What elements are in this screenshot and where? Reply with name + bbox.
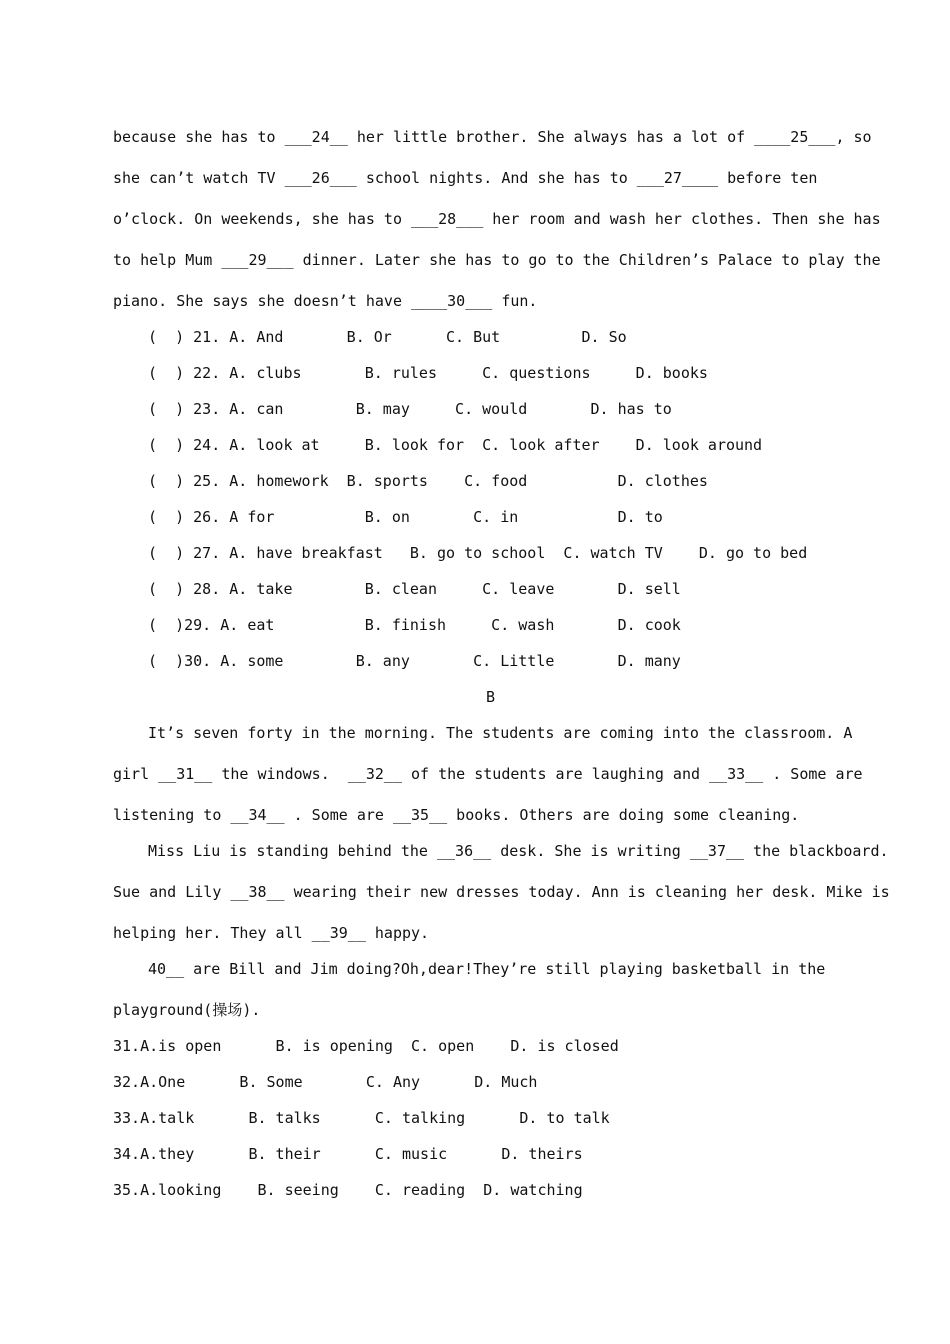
question-item: ( )30. A. some B. any C. Little D. many [148,652,681,670]
passage-a-line: to help Mum ___29___ dinner. Later she has to go to the Children’s Palace to play the [113,251,881,269]
question-item: 32.A.One B. Some C. Any D. Much [113,1073,538,1091]
passage-b-line: girl __31__ the windows. __32__ of the students are laughing and __33__ . Some are [113,765,863,783]
question-item: 33.A.talk B. talks C. talking D. to talk [113,1109,610,1127]
question-item: ( ) 24. A. look at B. look for C. look after D. look around [148,436,763,454]
question-item: ( )29. A. eat B. finish C. wash D. cook [148,616,681,634]
passage-b-line: Sue and Lily __38__ wearing their new dresses today. Ann is cleaning her desk. Mike is [113,883,890,901]
question-item: ( ) 28. A. take B. clean C. leave D. sell [148,580,681,598]
question-item: ( ) 25. A. homework B. sports C. food D. clothes [148,472,708,490]
section-b-heading: B [486,688,496,706]
question-item: 35.A.looking B. seeing C. reading D. watching [113,1181,583,1199]
question-item: ( ) 22. A. clubs B. rules C. questions D. books [148,364,708,382]
question-item: ( ) 23. A. can B. may C. would D. has to [148,400,672,418]
passage-b-line: playground(操场). [113,1001,261,1019]
passage-b-line: It’s seven forty in the morning. The students are coming into the classroom. A [148,724,853,742]
passage-b-line: listening to __34__ . Some are __35__ books. Others are doing some cleaning. [113,806,800,824]
passage-a-line: o’clock. On weekends, she has to ___28___ her room and wash her clothes. Then she has [113,210,881,228]
question-item: ( ) 27. A. have breakfast B. go to school C. watch TV D. go to bed [148,544,808,562]
passage-a-line: because she has to ___24__ her little brother. She always has a lot of ____25___, so [113,128,872,146]
passage-a-line: piano. She says she doesn’t have ____30___ fun. [113,292,538,310]
question-item: ( ) 21. A. And B. Or C. But D. So [148,328,627,346]
question-item: ( ) 26. A for B. on C. in D. to [148,508,663,526]
passage-b-line: Miss Liu is standing behind the __36__ desk. She is writing __37__ the blackboard. [148,842,889,860]
question-item: 34.A.they B. their C. music D. theirs [113,1145,583,1163]
question-item: 31.A.is open B. is opening C. open D. is closed [113,1037,619,1055]
passage-b-line: helping her. They all __39__ happy. [113,924,430,942]
passage-b-line: 40__ are Bill and Jim doing?Oh,dear!They’re still playing basketball in the [148,960,826,978]
passage-a-line: she can’t watch TV ___26___ school nights. And she has to ___27____ before ten [113,169,818,187]
